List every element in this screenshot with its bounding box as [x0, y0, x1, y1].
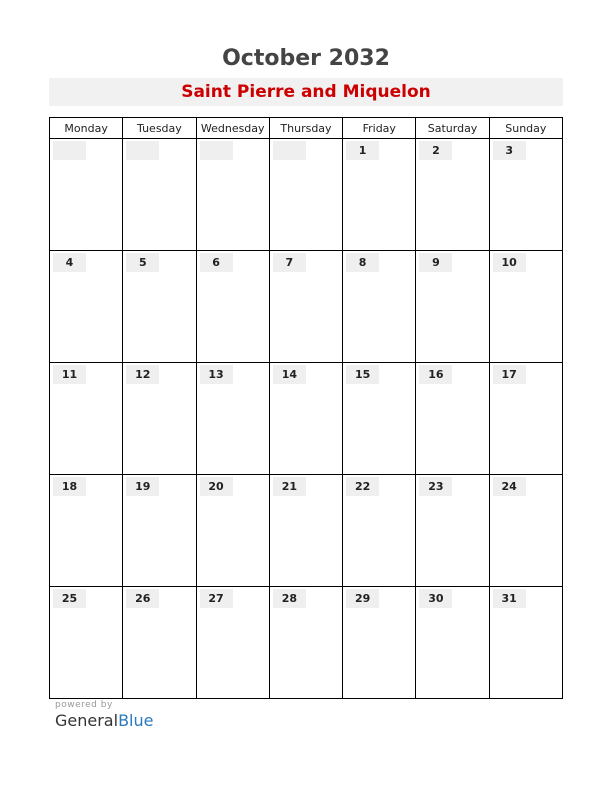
weekday-header: Sunday — [489, 118, 562, 139]
day-cell — [123, 363, 196, 475]
week-row — [50, 139, 563, 251]
day-cell — [269, 475, 342, 587]
day-cell — [50, 587, 123, 699]
footer-brand — [55, 700, 153, 730]
week-row — [50, 363, 563, 475]
day-number: 7 — [273, 253, 306, 272]
day-number: 26 — [126, 589, 159, 608]
day-number: 3 — [493, 141, 526, 160]
day-number: 25 — [53, 589, 86, 608]
week-row — [50, 587, 563, 699]
day-cell — [343, 251, 416, 363]
day-cell — [416, 251, 489, 363]
weekday-header: Friday — [343, 118, 416, 139]
day-cell — [196, 363, 269, 475]
brand-logo[interactable] — [55, 711, 153, 730]
day-cell — [416, 587, 489, 699]
day-number — [126, 141, 159, 160]
day-number: 16 — [419, 365, 452, 384]
day-cell — [269, 251, 342, 363]
day-number: 30 — [419, 589, 452, 608]
day-number: 17 — [493, 365, 526, 384]
day-number: 19 — [126, 477, 159, 496]
day-cell — [489, 475, 562, 587]
day-number: 27 — [200, 589, 233, 608]
day-number — [53, 141, 86, 160]
day-cell — [123, 587, 196, 699]
day-cell — [196, 251, 269, 363]
brand-name-part1: General — [55, 711, 119, 730]
weekday-header: Tuesday — [123, 118, 196, 139]
day-cell — [343, 587, 416, 699]
day-cell — [50, 139, 123, 251]
day-number: 15 — [346, 365, 379, 384]
day-cell — [489, 587, 562, 699]
day-cell — [123, 139, 196, 251]
day-number: 21 — [273, 477, 306, 496]
day-cell — [343, 139, 416, 251]
day-number — [273, 141, 306, 160]
day-cell — [489, 139, 562, 251]
day-cell — [196, 139, 269, 251]
day-cell — [489, 363, 562, 475]
brand-name-part2: Blue — [118, 711, 154, 730]
powered-by-text: powered by — [55, 700, 113, 710]
day-cell — [123, 475, 196, 587]
day-number: 12 — [126, 365, 159, 384]
day-number: 18 — [53, 477, 86, 496]
day-cell — [416, 139, 489, 251]
day-number: 8 — [346, 253, 379, 272]
day-cell — [416, 475, 489, 587]
day-cell — [269, 587, 342, 699]
weekday-header: Saturday — [416, 118, 489, 139]
day-cell — [416, 363, 489, 475]
day-cell — [489, 251, 562, 363]
day-number: 28 — [273, 589, 306, 608]
day-cell — [269, 363, 342, 475]
page-title: October 2032 — [222, 46, 390, 71]
weekday-header-row — [50, 118, 563, 139]
day-number: 6 — [200, 253, 233, 272]
day-cell — [196, 587, 269, 699]
week-row — [50, 251, 563, 363]
day-number: 1 — [346, 141, 379, 160]
day-number: 10 — [493, 253, 526, 272]
day-number: 5 — [126, 253, 159, 272]
day-number: 24 — [493, 477, 526, 496]
day-number: 29 — [346, 589, 379, 608]
day-number: 23 — [419, 477, 452, 496]
day-number: 9 — [419, 253, 452, 272]
day-cell — [269, 139, 342, 251]
day-cell — [50, 251, 123, 363]
weekday-header: Thursday — [269, 118, 342, 139]
day-number: 22 — [346, 477, 379, 496]
day-cell — [343, 363, 416, 475]
day-cell — [343, 475, 416, 587]
week-row — [50, 475, 563, 587]
day-cell — [196, 475, 269, 587]
day-number: 2 — [419, 141, 452, 160]
day-cell — [50, 475, 123, 587]
weekday-header: Monday — [50, 118, 123, 139]
day-number: 14 — [273, 365, 306, 384]
calendar-grid — [49, 117, 563, 699]
weekday-header: Wednesday — [196, 118, 269, 139]
region-label: Saint Pierre and Miquelon — [181, 82, 431, 102]
day-number: 11 — [53, 365, 86, 384]
region-banner — [49, 78, 563, 106]
day-number: 31 — [493, 589, 526, 608]
day-number — [200, 141, 233, 160]
day-cell — [50, 363, 123, 475]
day-number: 13 — [200, 365, 233, 384]
day-cell — [123, 251, 196, 363]
day-number: 20 — [200, 477, 233, 496]
day-number: 4 — [53, 253, 86, 272]
